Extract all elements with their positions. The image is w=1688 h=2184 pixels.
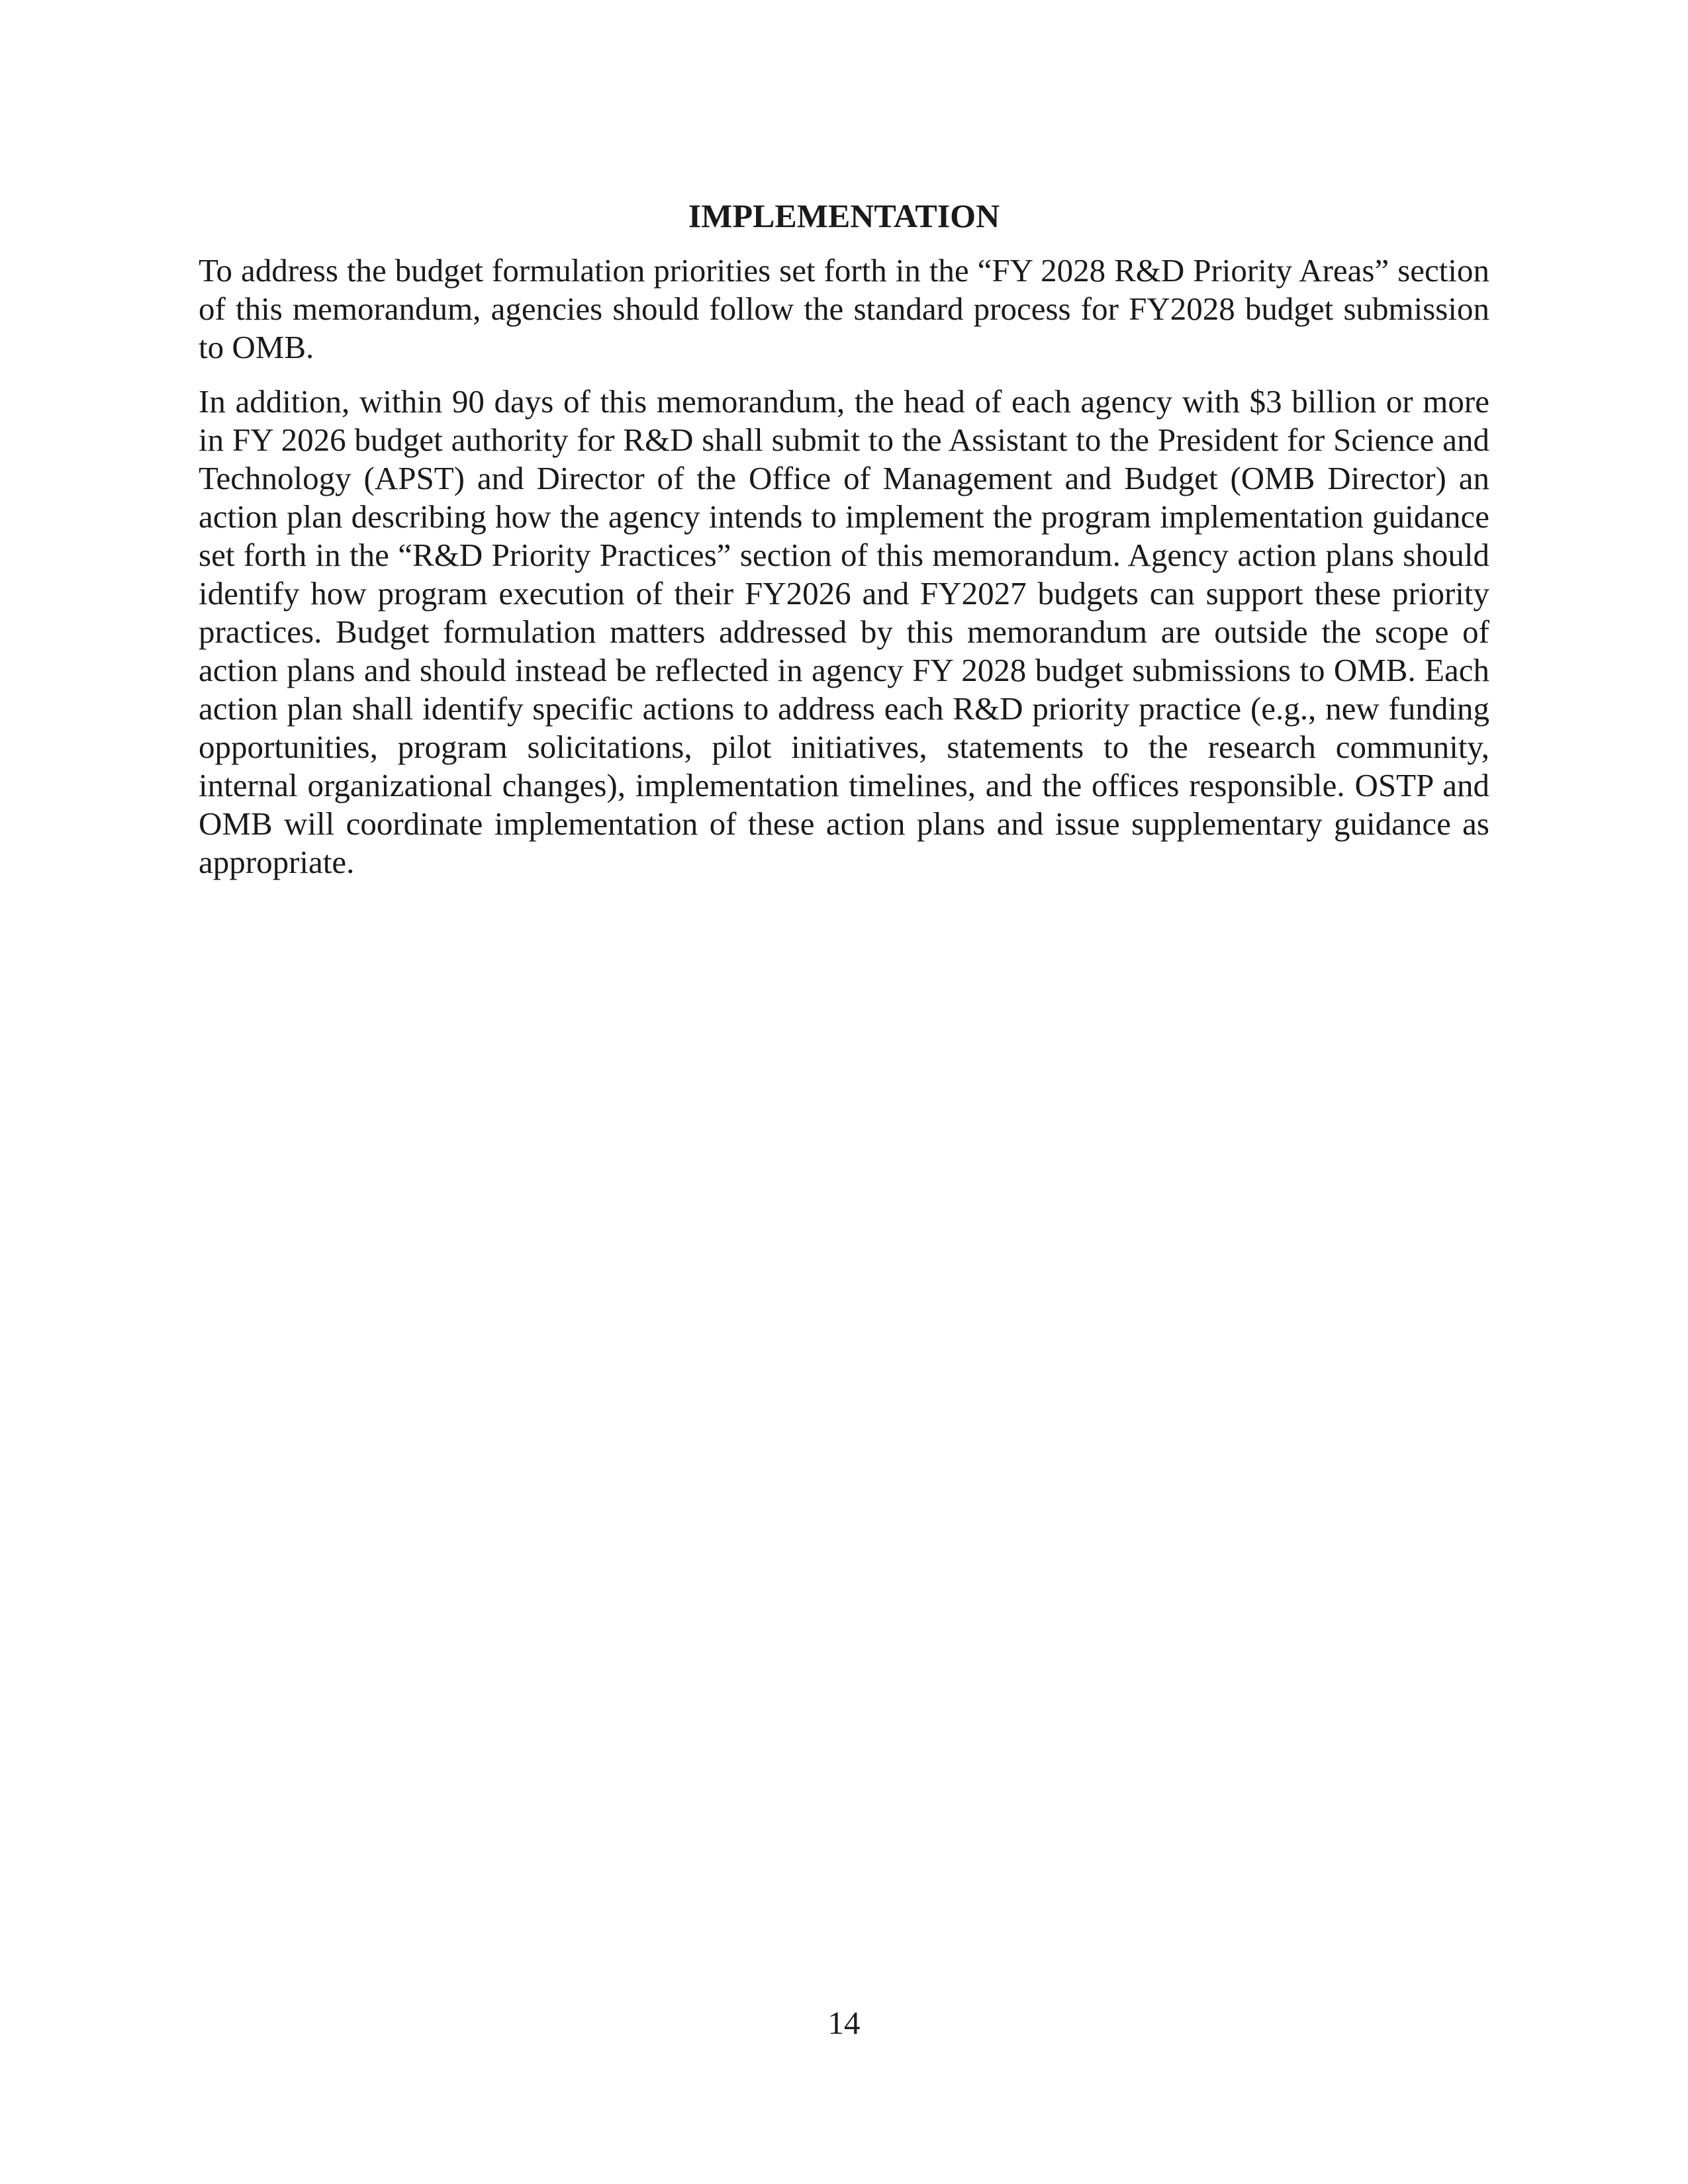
page-number: 14	[827, 2005, 861, 2041]
paragraph-action-plans: In addition, within 90 days of this memorandum, the head of each agency with $3 billion or more in FY 2026 budget authority for R&D shall submit to the Assistant to the President for Science and Technology (APST) and Director of the Office of Management and Budget (OMB Director) an action plan describing how the agency intends to implement the program implementation guidance set forth in the “R&D Priority Practices” section of this memorandum. Agency action plans should identify how program execution of their FY2026 and FY2027 budgets can support these priority practices. Budget formulation matters addressed by this memorandum are outside the scope of action plans and should instead be reflected in agency FY 2028 budget submissions to OMB. Each action plan shall identify specific actions to address each R&D priority practice (e.g., new funding opportunities, program solicitations, pilot initiatives, statements to the research community, internal organizational changes), implementation timelines, and the offices responsible. OSTP and OMB will coordinate implementation of these action plans and issue supplementary guidance as appropriate.	[199, 383, 1489, 880]
section-heading: IMPLEMENTATION	[688, 197, 1000, 234]
section-body	[199, 251, 1489, 882]
paragraph-budget-formulation: To address the budget formulation priorities set forth in the “FY 2028 R&D Priority Areas” section of this memorandum, agencies should follow the standard process for FY2028 budget submission to OMB.	[199, 252, 1489, 365]
